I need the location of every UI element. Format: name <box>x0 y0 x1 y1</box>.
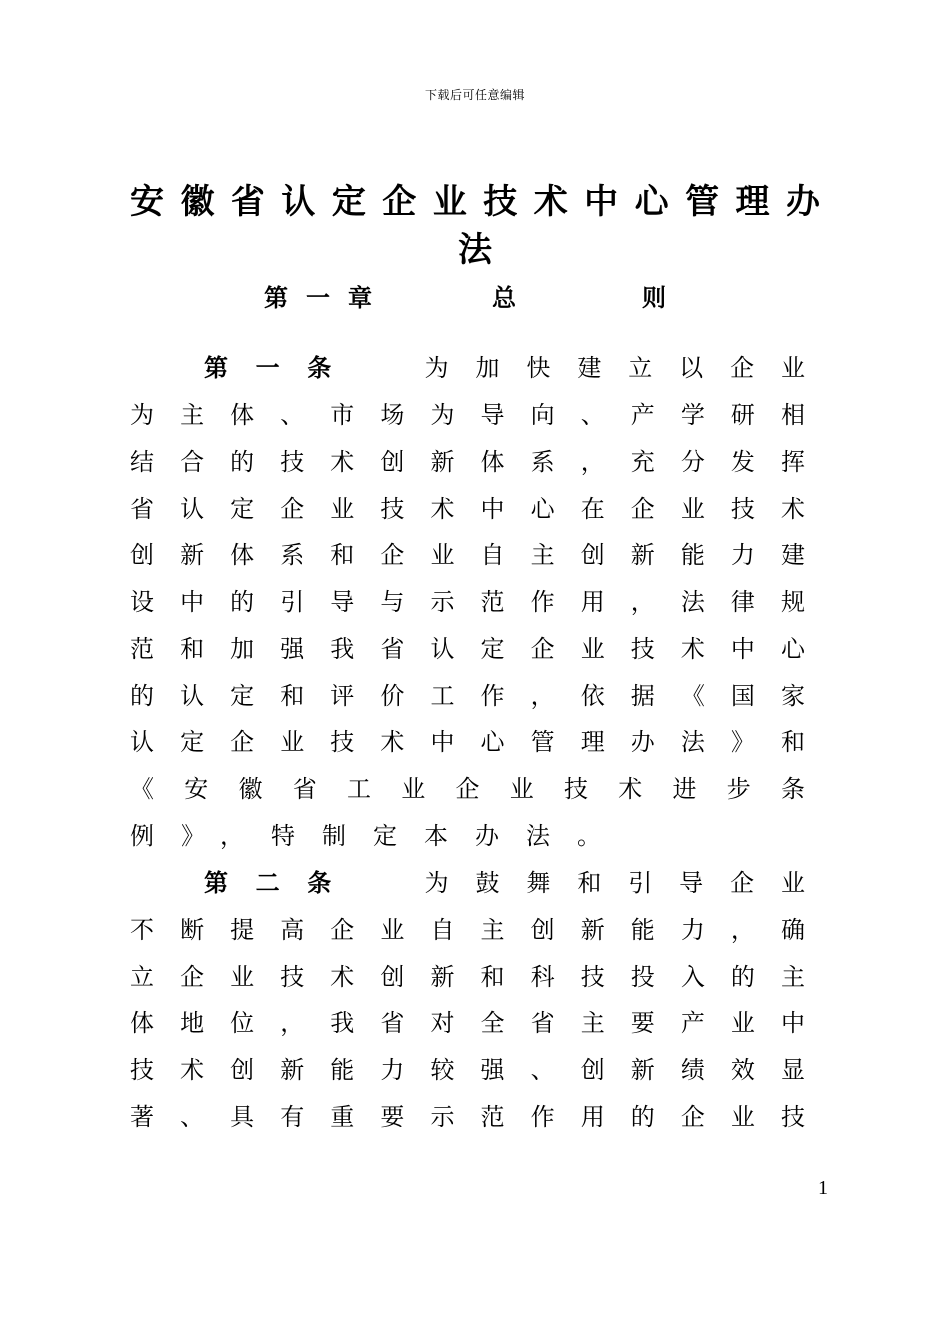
article-1-line: 结合的技术创新体系，充分发挥 <box>130 448 805 476</box>
article-2-line: 不断提高企业自主创新能力，确 <box>130 916 805 944</box>
chapter-number: 第一章 <box>264 284 390 312</box>
article-1-text: 为 加 快 建 立 以 企 业 <box>414 354 805 382</box>
article-1-line: 范和加强我省认定企业技术中心 <box>130 635 805 663</box>
chapter-heading <box>0 278 950 318</box>
document-title-line-2: 法 <box>458 230 492 270</box>
article-1-label: 第 一 条 <box>204 354 341 382</box>
article-1-line: 认定企业技术中心管理办法》和 <box>130 728 805 756</box>
article-2-line: 著、具有重要示范作用的企业技 <box>130 1103 805 1131</box>
chapter-name-part-2: 则 <box>642 284 666 312</box>
chapter-name-part-1: 总 <box>492 284 516 312</box>
article-2-line: 立企业技术创新和科技投入的主 <box>130 963 805 991</box>
article-2-text: 为 鼓 舞 和 引 导 企 业 <box>414 869 805 897</box>
article-2-line: 技术创新能力较强、创新绩效显 <box>130 1056 805 1084</box>
article-1-last-line: 例》，特制定本办法。 <box>130 822 628 850</box>
article-1-line: 《安徽省工业企业技术进步条 <box>130 775 805 803</box>
article-2-line: 体地位，我省对全省主要产业中 <box>130 1009 805 1037</box>
article-1-line: 省认定企业技术中心在企业技术 <box>130 495 805 523</box>
article-1-line: 的认定和评价工作，依据《国家 <box>130 682 805 710</box>
article-1-first-line <box>204 348 805 388</box>
article-1-line: 设中的引导与示范作用，法律规 <box>130 588 805 616</box>
article-2-first-line <box>204 863 805 903</box>
document-title-line-1: 安徽省认定企业技术中心管理办 <box>130 182 820 222</box>
article-1-line: 为主体、市场为导向、产学研相 <box>130 401 805 429</box>
article-2-label: 第 二 条 <box>204 869 341 897</box>
article-1-line: 创新体系和企业自主创新能力建 <box>130 541 805 569</box>
page-number: 1 <box>818 1177 828 1199</box>
header-note: 下载后可任意编辑 <box>424 88 525 102</box>
